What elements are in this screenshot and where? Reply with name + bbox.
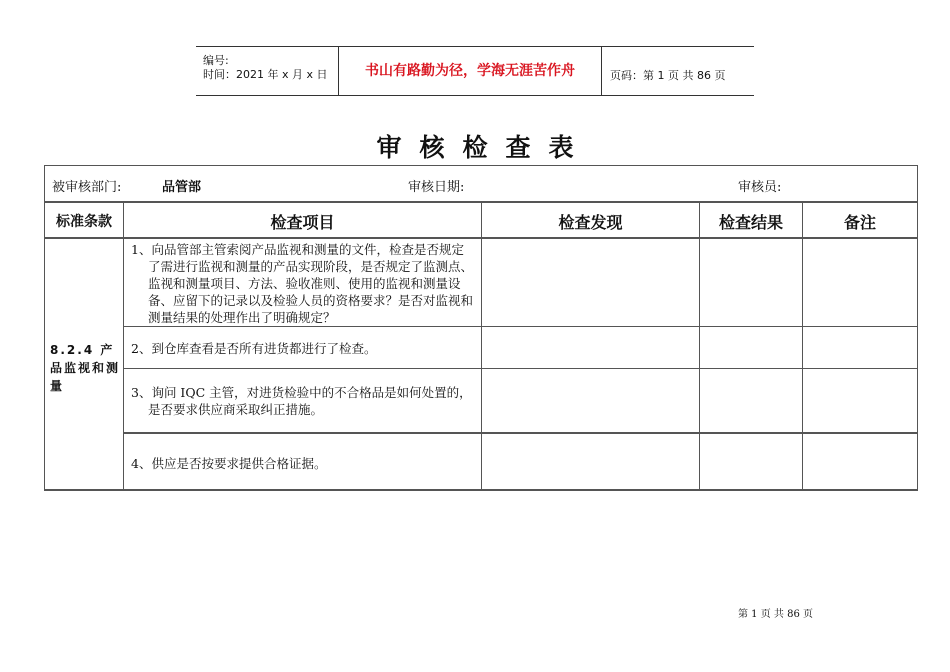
col-header-remark: 备注 — [843, 213, 876, 232]
col-header-clause: 标准条款 — [56, 214, 112, 230]
time-label: 时间：2021 年 x 月 x 日 — [203, 68, 328, 81]
clause-cell: 8.2.4 产品监视和测量 — [50, 343, 121, 393]
table-border — [44, 165, 918, 166]
table-border — [123, 368, 918, 369]
check-item-3: 3、询问 IQC 主管，对进货检验中的不合格品是如何处置的，是否要求供应商采取纠正措施。 — [131, 385, 472, 417]
check-item-4: 4、供应是否按要求提供合格证据。 — [131, 456, 327, 471]
list-item — [131, 455, 476, 472]
list-item — [131, 384, 476, 418]
table-border — [123, 326, 918, 327]
header-meta — [196, 47, 338, 95]
page-label: 页码：第 1 页 共 86 页 — [610, 69, 726, 82]
check-item-2: 2、到仓库查看是否所有进货都进行了检查。 — [131, 341, 377, 356]
dept-label: 被审核部门: — [52, 180, 122, 195]
dept-value: 品管部 — [162, 180, 202, 195]
table-border — [123, 432, 918, 434]
col-header-item: 检查项目 — [270, 213, 335, 232]
page-footer: 第 1 页 共 86 页 — [738, 609, 813, 620]
document-header — [196, 46, 754, 96]
table-border — [699, 202, 700, 490]
page-title: 审核检查表 — [376, 133, 592, 162]
motto: 书山有路勤为径，学海无涯苦作舟 — [365, 63, 575, 79]
list-item — [131, 340, 476, 357]
header-divider — [601, 47, 602, 95]
table-border — [917, 165, 918, 490]
table-border — [802, 202, 803, 490]
auditor-label: 审核员: — [738, 180, 782, 195]
check-item-1: 1、向品管部主管索阅产品监视和测量的文件，检查是否规定了需进行监视和测量的产品实现阶段，是否规定了监测点、监视和测量项目、方法、验收准则、使用的监视和测量设备、应留下的记录以及检验人员的资格要求？是否对监视和测量结果的处理作出了明确规定？ — [131, 242, 474, 325]
number-label: 编号: — [203, 54, 229, 67]
col-header-result: 检查结果 — [718, 213, 783, 232]
date-label: 审核日期: — [408, 180, 465, 195]
table-border — [481, 202, 482, 490]
list-item — [131, 241, 476, 326]
col-header-finding: 检查发现 — [558, 213, 623, 232]
table-border — [123, 202, 124, 490]
